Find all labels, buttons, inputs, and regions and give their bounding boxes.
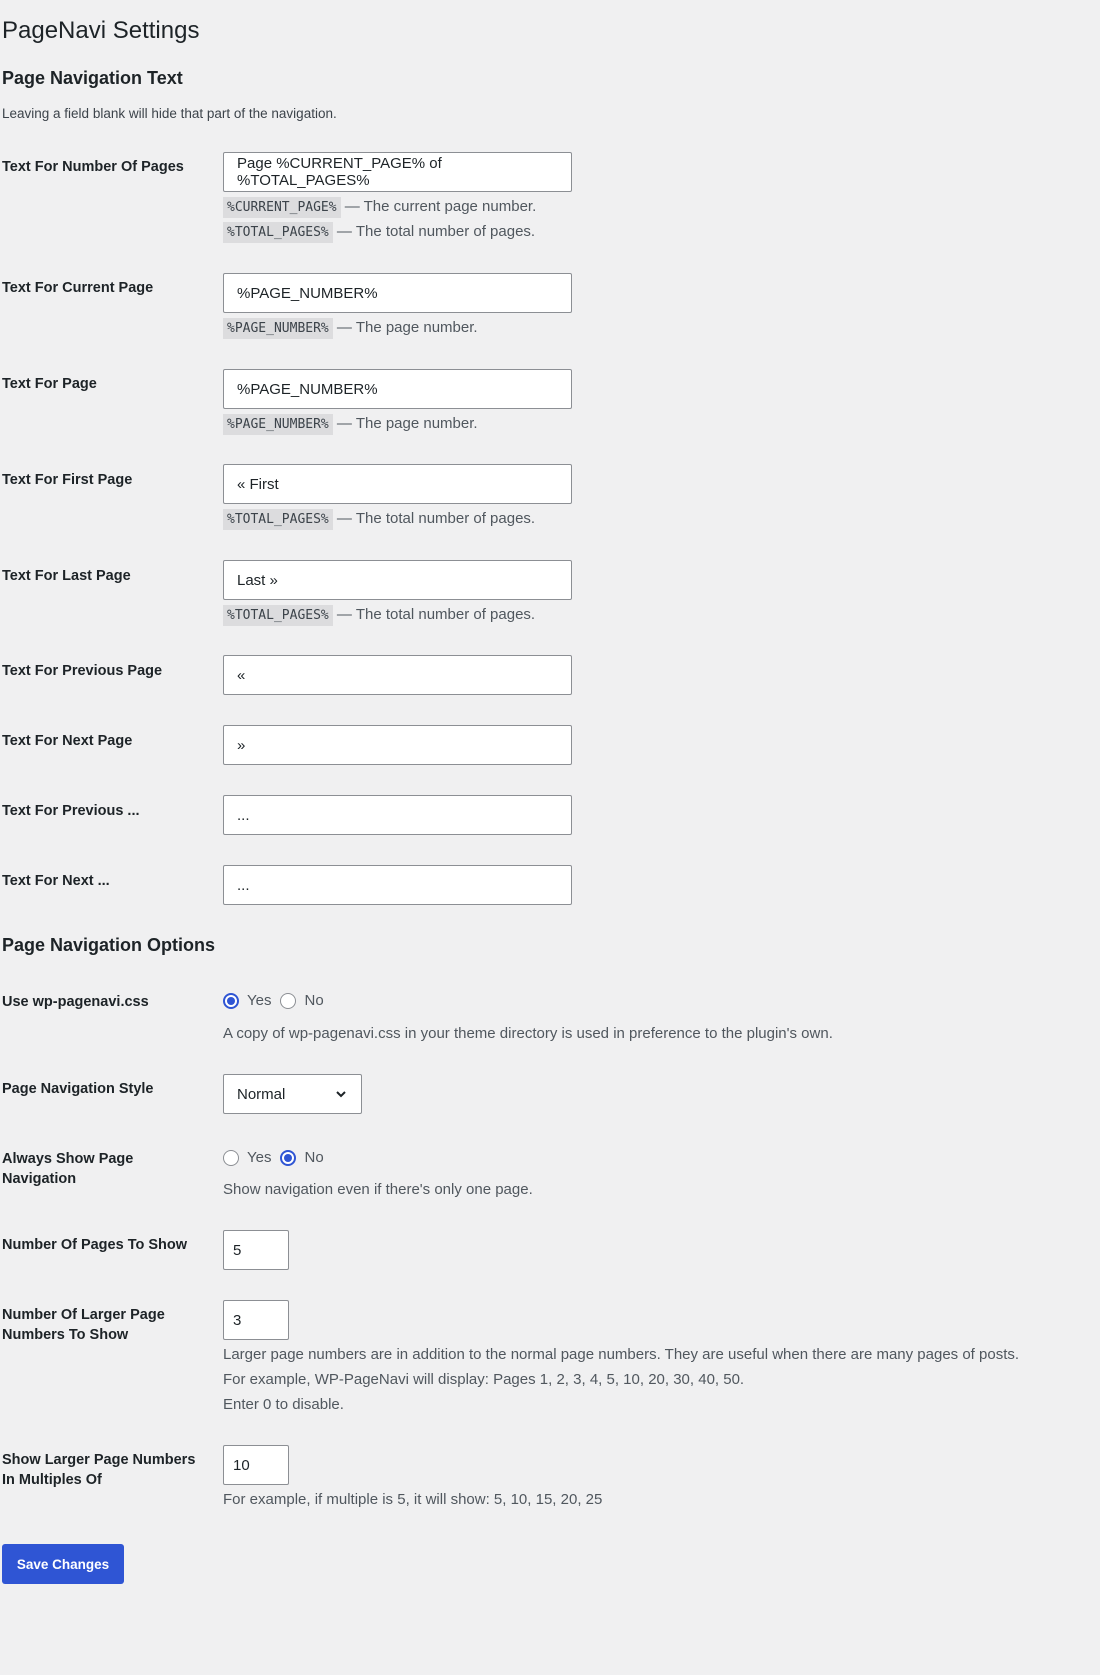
input-value: 5 (233, 1241, 242, 1259)
radio-label-yes: Yes (247, 992, 272, 1009)
select-navigation-style[interactable] (223, 1074, 362, 1114)
label-larger-pages-to-show: Number Of Larger Page Numbers To Show (2, 1307, 165, 1343)
label-page: Text For Page (2, 376, 97, 392)
hint-text: — The page number. (332, 319, 478, 336)
always-show-description: Show navigation even if there's only one page. (223, 1181, 533, 1198)
input-pages-to-show[interactable] (223, 1230, 289, 1270)
hint-total-pages-token (223, 222, 535, 243)
input-larger-pages-to-show[interactable] (223, 1300, 289, 1340)
label-number-of-pages: Text For Number Of Pages (2, 159, 184, 175)
hint-total-pages-token (223, 509, 535, 530)
label-last-page: Text For Last Page (2, 568, 131, 584)
input-page[interactable] (223, 369, 572, 409)
label-navigation-style: Page Navigation Style (2, 1081, 154, 1097)
use-css-description: A copy of wp-pagenavi.css in your theme directory is used in preference to the plugin's own. (223, 1025, 833, 1042)
hint-text: — The total number of pages. (332, 510, 536, 527)
label-current-page: Text For Current Page (2, 280, 154, 296)
input-value: ... (237, 806, 250, 824)
token-code: %PAGE_NUMBER% (223, 318, 333, 339)
label-larger-multiple: Show Larger Page Numbers In Multiples Of (2, 1452, 196, 1488)
larger-pages-description: Larger page numbers are in addition to the normal page numbers. They are useful when there are many pages of posts. (223, 1346, 1020, 1363)
use-css-radio-group (223, 992, 333, 1009)
larger-pages-example: For example, WP-PageNavi will display: Pages 1, 2, 3, 4, 5, 10, 20, 30, 40, 50. (223, 1371, 745, 1388)
token-code: %TOTAL_PAGES% (223, 509, 333, 530)
hint-text: — The total number of pages. (332, 223, 536, 240)
token-code: %PAGE_NUMBER% (223, 414, 333, 435)
section-intro: Leaving a field blank will hide that part of the navigation. (2, 106, 337, 121)
radio-use-css-yes[interactable] (223, 993, 239, 1009)
always-show-radio-group (223, 1149, 333, 1166)
label-always-show: Always Show Page Navigation (2, 1151, 134, 1187)
label-next-page: Text For Next Page (2, 733, 133, 749)
section-heading-text: Page Navigation Text (2, 68, 183, 88)
input-value: Page %CURRENT_PAGE% of %TOTAL_PAGES% (237, 155, 442, 189)
hint-page-number-token (223, 414, 478, 435)
save-changes-button[interactable]: Save Changes (2, 1544, 124, 1584)
label-next-dots: Text For Next ... (2, 873, 110, 889)
larger-pages-disable-note: Enter 0 to disable. (223, 1396, 344, 1413)
input-value: 3 (233, 1311, 242, 1329)
label-previous-dots: Text For Previous ... (2, 803, 140, 819)
label-first-page: Text For First Page (2, 472, 133, 488)
input-previous-page[interactable] (223, 655, 572, 695)
radio-use-css-no[interactable] (280, 993, 296, 1009)
input-value: 10 (233, 1456, 250, 1474)
hint-text: — The total number of pages. (332, 606, 536, 623)
input-value: Last » (237, 571, 278, 589)
hint-text: — The current page number. (340, 198, 537, 215)
token-code: %TOTAL_PAGES% (223, 222, 333, 243)
input-first-page[interactable] (223, 464, 572, 504)
radio-label-no: No (304, 1149, 324, 1166)
label-use-css: Use wp-pagenavi.css (2, 994, 149, 1010)
select-value: Normal (237, 1085, 286, 1103)
hint-total-pages-token (223, 605, 535, 626)
section-heading-options: Page Navigation Options (2, 935, 216, 955)
input-number-of-pages[interactable] (223, 152, 572, 192)
radio-label-no: No (304, 992, 324, 1009)
label-previous-page: Text For Previous Page (2, 663, 163, 679)
radio-always-show-no[interactable] (280, 1150, 296, 1166)
input-value: « First (237, 475, 279, 493)
input-next-dots[interactable] (223, 865, 572, 905)
input-value: ... (237, 876, 250, 894)
page-title: PageNavi Settings (2, 17, 200, 44)
hint-text: — The page number. (332, 415, 478, 432)
label-pages-to-show: Number Of Pages To Show (2, 1237, 188, 1253)
chevron-down-icon (334, 1087, 348, 1101)
token-code: %CURRENT_PAGE% (223, 197, 341, 218)
hint-page-number-token (223, 318, 478, 339)
input-next-page[interactable] (223, 725, 572, 765)
hint-current-page-token (223, 197, 536, 218)
input-last-page[interactable] (223, 560, 572, 600)
input-value: » (237, 736, 246, 754)
input-value: %PAGE_NUMBER% (237, 380, 378, 398)
larger-multiple-description: For example, if multiple is 5, it will show: 5, 10, 15, 20, 25 (223, 1491, 603, 1508)
radio-label-yes: Yes (247, 1149, 272, 1166)
input-larger-multiple[interactable] (223, 1445, 289, 1485)
input-current-page[interactable] (223, 273, 572, 313)
input-value: « (237, 666, 246, 684)
input-value: %PAGE_NUMBER% (237, 284, 378, 302)
input-previous-dots[interactable] (223, 795, 572, 835)
token-code: %TOTAL_PAGES% (223, 605, 333, 626)
radio-always-show-yes[interactable] (223, 1150, 239, 1166)
